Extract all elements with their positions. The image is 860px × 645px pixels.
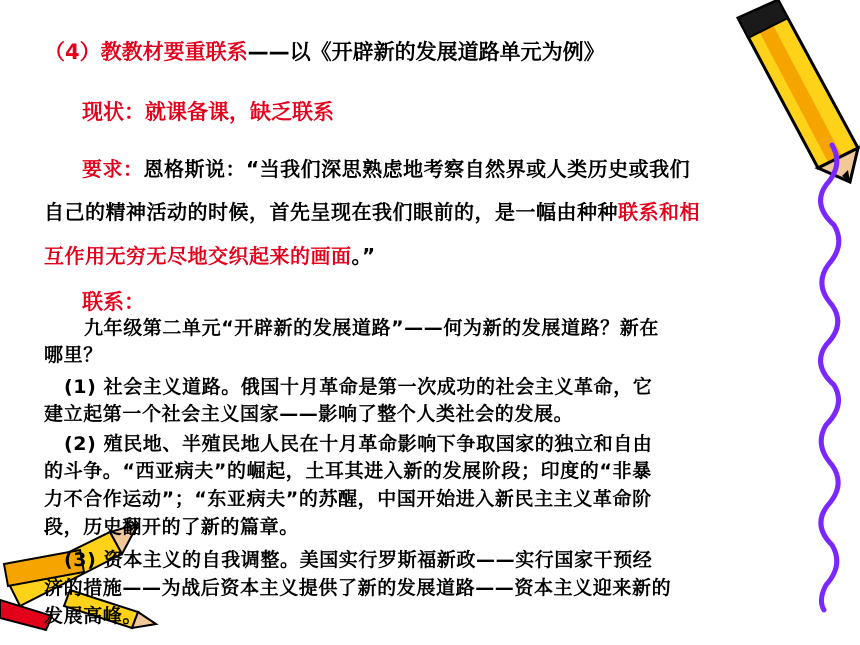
links-line-5: (2) 殖民地、半殖民地人民在十月革命影响下争取国家的独立和自由: [64, 433, 653, 455]
links-line-6: 的斗争。“西亚病夫”的崛起，土耳其进入新的发展阶段；印度的“非暴: [44, 460, 652, 482]
requirement-line-2: [44, 196, 700, 225]
requirement-quote-start: 恩格斯说：“当我们深思熟虑地考察自然界或人类历史或我们: [143, 157, 691, 181]
requirement-line-2-black: 自己的精神活动的时候，首先呈现在我们眼前的，是一幅由种种: [44, 200, 618, 224]
links-line-3: (1) 社会主义道路。俄国十月革命是第一次成功的社会主义革命，它: [64, 376, 653, 398]
requirement-line-3: [44, 240, 376, 269]
requirement-line-3-red: 互作用无穷无尽地交织起来的画面: [44, 244, 352, 268]
links-line-8: 段，历史翻开的了新的篇章。: [44, 516, 299, 538]
links-line-11: 发展高峰。: [44, 605, 143, 627]
links-line-10: 济的措施——为战后资本主义提供了新的发展道路——资本主义迎来新的: [44, 577, 672, 599]
section-heading: [44, 36, 605, 66]
links-line-9: (3) 资本主义的自我调整。美国实行罗斯福新政——实行国家干预经: [64, 549, 653, 571]
requirement-line-2-red: 联系和相: [618, 200, 700, 224]
links-line-1: 九年级第二单元“开辟新的发展道路”——何为新的发展道路？新在: [84, 317, 659, 339]
links-line-4: 建立起第一个社会主义国家——影响了整个人类社会的发展。: [44, 403, 574, 425]
wavy-border-icon: [812, 145, 852, 615]
links-line-2: 哪里？: [44, 344, 103, 366]
requirement-label: 要求：: [82, 157, 144, 181]
links-label: 联系：: [82, 290, 145, 314]
section-heading-black: ——以《开辟新的发展道路单元为例》: [247, 40, 605, 64]
requirement-line-3-black: 。”: [351, 244, 376, 268]
status-line: 现状：就课备课，缺乏联系: [82, 100, 334, 124]
requirement-line-1: [82, 153, 690, 182]
section-heading-red: （4）教教材要重联系: [44, 40, 248, 64]
links-line-7: 力不合作运动”；“东亚病夫”的苏醒，中国开始进入新民主主义革命阶: [44, 488, 652, 510]
